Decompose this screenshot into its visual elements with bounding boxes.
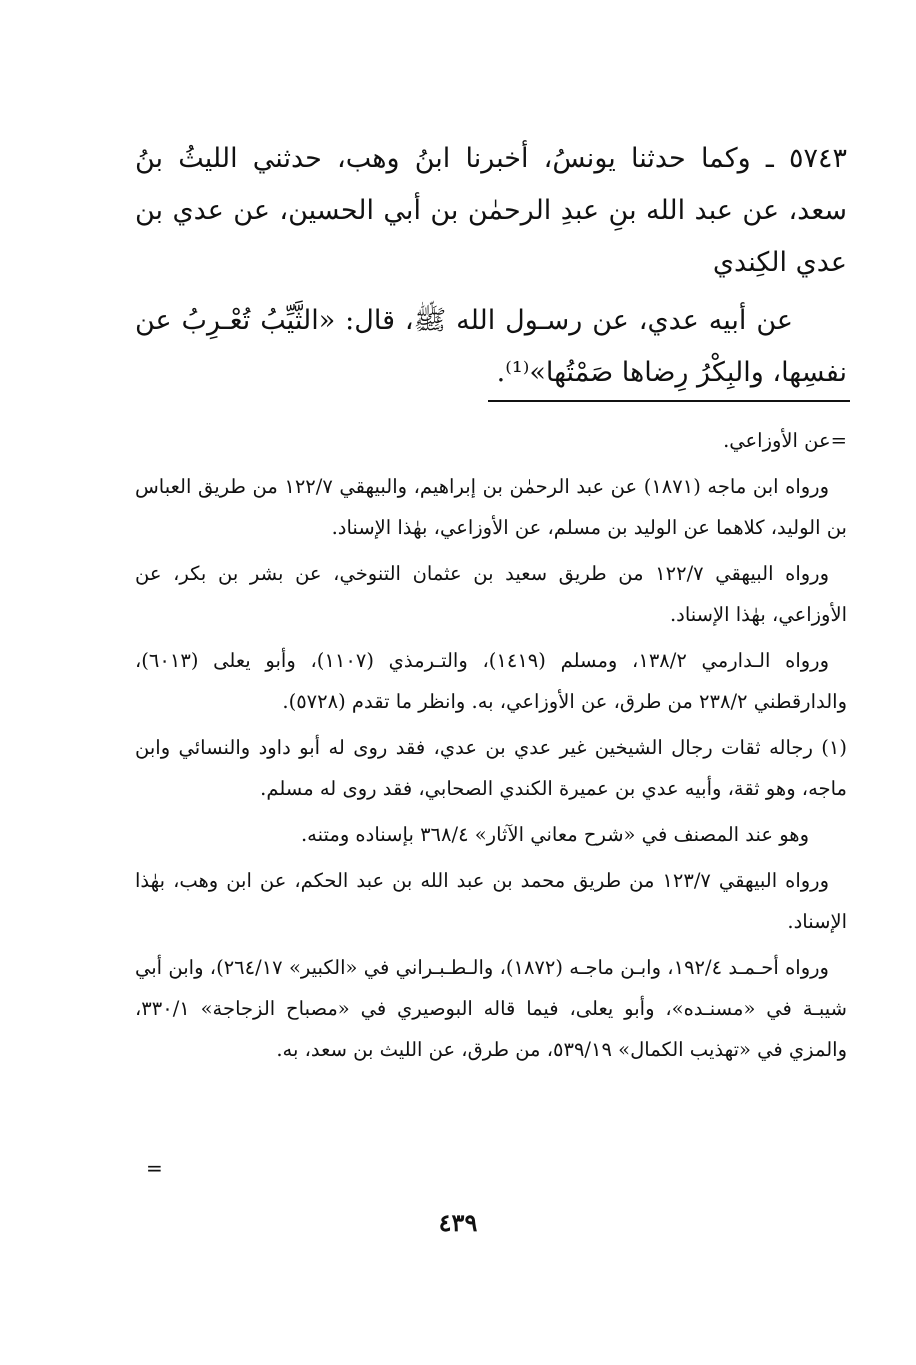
hadith-paragraph-isnad: ٥٧٤٣ ـ وكما حدثنا يونسُ، أخبرنا ابنُ وهب، حدثني الليثُ بنُ سعد، عن عبد الله بنِ عبدِ الرحمٰن بن أبي الحسين، عن عدي بن عدي الكِندي [135, 143, 847, 278]
footnote-paragraph: ورواه الـدارمي ١٣٨/٢، ومسلم (١٤١٩)، والتـرمذي (١١٠٧)، وأبو يعلى (٦٠١٣)، والدارقطني ٢٣٨/٢ من طرق، عن الأوزاعي، به. وانظر ما تقدم (٥٧٢٨). [135, 649, 847, 713]
page-number: ٤٣٩ [438, 1208, 478, 1237]
footnote-1: (١) رجاله ثقات رجال الشيخين غير عدي بن عدي، فقد روى له أبو داود والنسائي وابن ماجه، وهو ثقة، وأبيه عدي بن عميرة الكندي الصحابي، فقد روى له مسلم. [135, 736, 847, 800]
hadith-text [135, 133, 847, 399]
footnote-paragraph: ورواه البيهقي ١٢٢/٧ من طريق سعيد بن عثمان التنوخي، عن بشر بن بكر، عن الأوزاعي، بهٰذا الإسناد. [135, 562, 847, 626]
footnote-continuation: =عن الأوزاعي. [723, 429, 847, 452]
footnotes [135, 420, 847, 1075]
hadith-paragraph-matn: عن أبيه عدي، عن رسـول الله ﷺ، قال: «الثَّيِّبُ تُعْـرِبُ عن نفسِها، والبِكْرُ رِضاها صَمْتُها»⁽¹⁾. [135, 305, 847, 388]
footnote-paragraph: ورواه أحـمـد ١٩٢/٤، وابـن ماجـه (١٨٧٢)، والـطـبـراني في «الكبير» ٢٦٤/١٧)، وابن أبي شيبـة في «مسنـده»، وأبو يعلى، فيما قاله البوصيري في «مصباح الزجاجة» ٣٣٠/١، والمزي في «تهذيب الكمال» ٥٣٩/١٩، من طرق، عن الليث بن سعد، به. [135, 956, 847, 1061]
footnote-separator [488, 400, 850, 402]
footnote-paragraph: ورواه البيهقي ١٢٣/٧ من طريق محمد بن عبد الله بن عبد الحكم، عن ابن وهب، بهٰذا الإسناد. [135, 869, 847, 933]
footnote-paragraph: وهو عند المصنف في «شرح معاني الآثار» ٣٦٨/٤ بإسناده ومتنه. [300, 823, 809, 846]
continuation-mark: = [146, 1156, 163, 1180]
footnote-paragraph: ورواه ابن ماجه (١٨٧١) عن عبد الرحمٰن بن إبراهيم، والبيهقي ١٢٢/٧ من طريق العباس بن الوليد، كلاهما عن الوليد بن مسلم، عن الأوزاعي، بهٰذا الإسناد. [135, 475, 847, 539]
